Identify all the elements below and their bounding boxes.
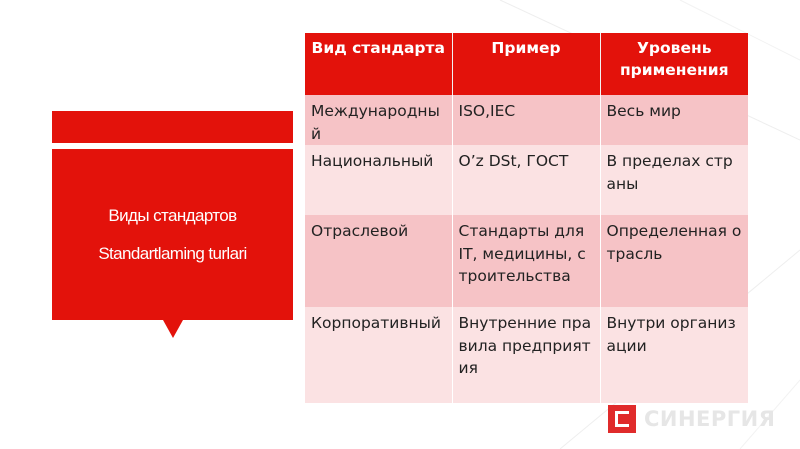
logo-text: СИНЕРГИЯ [644,407,776,431]
cell-type: Корпоративный [305,307,452,403]
header-level: Уровень применения [600,33,748,95]
header-type: Вид стандарта [305,33,452,95]
side-card-pointer [163,320,183,338]
side-title-uzbek: Standartlaming turlari [98,243,247,263]
synergy-logo-icon [608,405,636,433]
table-row [305,145,748,215]
cell-type: Международный [305,95,452,145]
side-title-russian: Виды стандартов [108,205,237,225]
table-row [305,95,748,145]
table-row [305,307,748,403]
side-accent-strip [52,111,293,143]
cell-type: Отраслевой [305,215,452,307]
table-header-row [305,33,748,95]
cell-level: Определенная отрасль [600,215,748,307]
cell-example: Стандарты для IT, медицины, строительства [452,215,600,307]
cell-type: Национальный [305,145,452,215]
table-row [305,215,748,307]
cell-example: ISO,IEC [452,95,600,145]
synergy-logo [608,405,775,433]
standards-table [305,33,748,403]
cell-level: В пределах страны [600,145,748,215]
cell-level: Внутри организации [600,307,748,403]
cell-example: Внутренние правила предприятия [452,307,600,403]
header-example: Пример [452,33,600,95]
cell-level: Весь мир [600,95,748,145]
side-title-card [52,149,293,320]
cell-example: O’z DSt, ГОСТ [452,145,600,215]
